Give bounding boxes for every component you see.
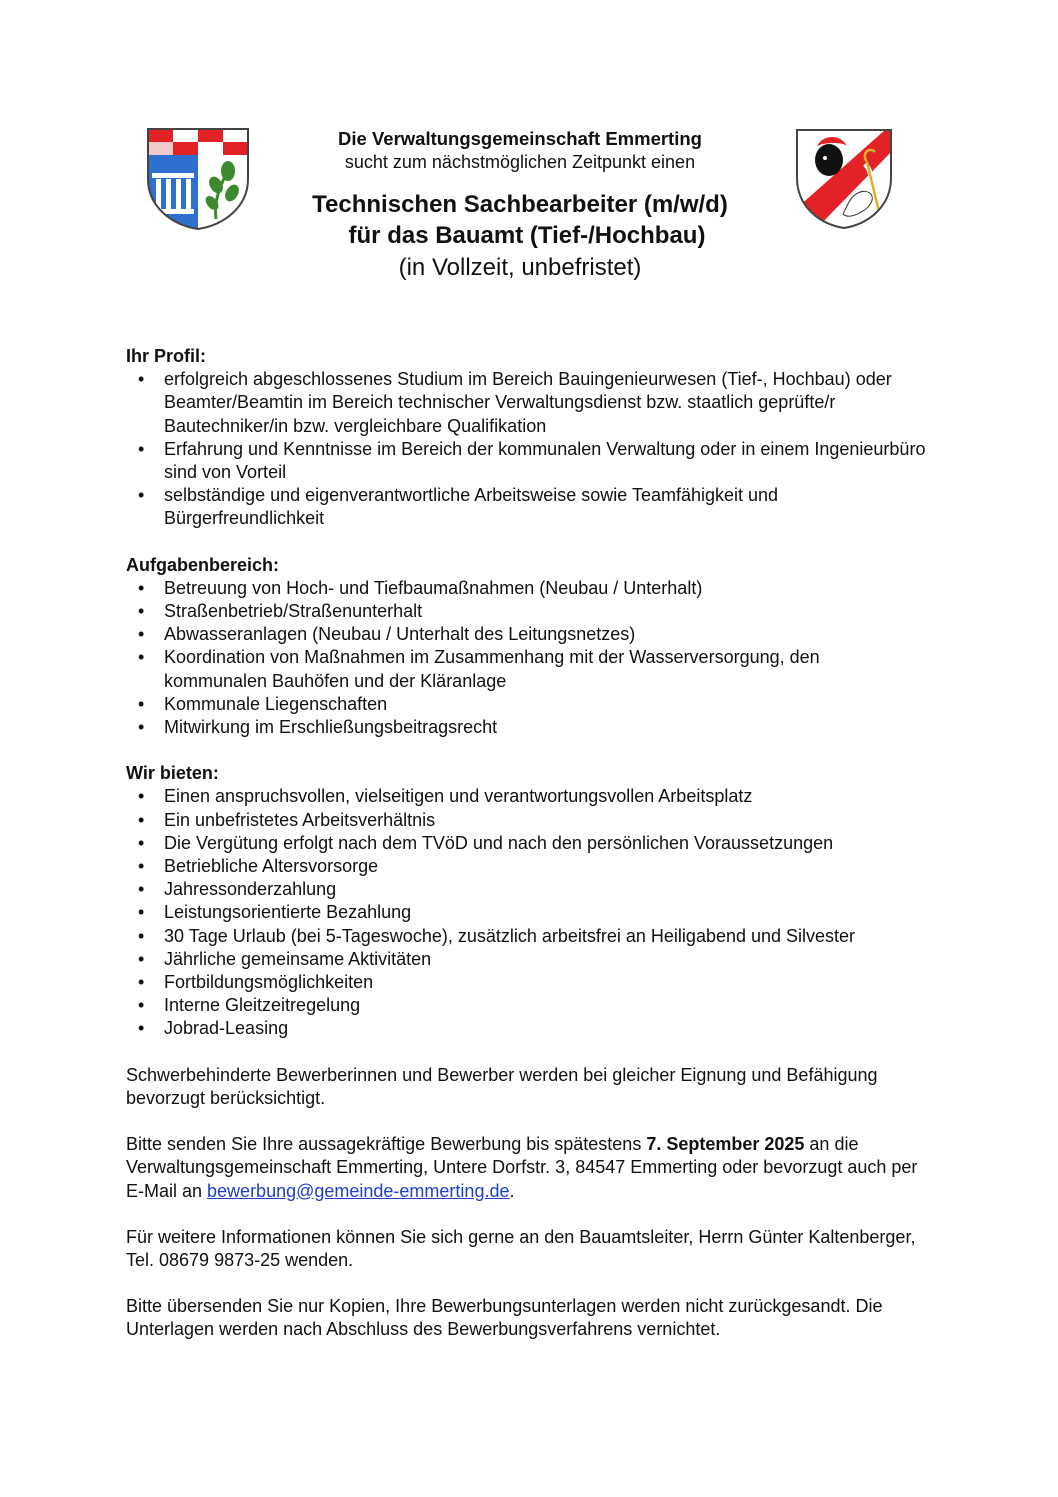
list-item: • Abwasseranlagen (Neubau / Unterhalt des Leitungsnetzes) — [126, 623, 926, 646]
application-instructions — [126, 1133, 926, 1203]
application-deadline: 7. September 2025 — [646, 1134, 805, 1155]
list-item: • Einen anspruchsvollen, vielseitigen und verantwortungsvollen Arbeitsplatz — [126, 785, 926, 808]
list-item: • Jährliche gemeinsame Aktivitäten — [126, 948, 926, 971]
aufgaben-heading: Aufgabenbereich: — [126, 554, 280, 575]
list-item: • Die Vergütung erfolgt nach dem TVöD und nach den persönlichen Voraussetzungen — [126, 832, 926, 855]
list-item: • Kommunale Liegenschaften — [126, 693, 926, 716]
list-item: • Betriebliche Altersvorsorge — [126, 855, 926, 878]
list-item: • Koordination von Maßnahmen im Zusammenhang mit der Wasserversorgung, den kommunalen Bauhöfen und der Kläranlage — [126, 646, 926, 692]
application-text-end: . — [509, 1180, 515, 1201]
contact-info: Für weitere Informationen können Sie sich gerne an den Bauamtsleiter, Herrn Günter Kaltenberger, Tel. 08679 9873-25 wenden. — [126, 1226, 916, 1270]
job-title: Technischen Sachbearbeiter (m/w/d) — [312, 191, 728, 218]
department-title: für das Bauamt (Tief-/Hochbau) — [348, 222, 706, 249]
coat-of-arms-left-icon — [146, 127, 250, 231]
list-item: • Fortbildungsmöglichkeiten — [126, 971, 926, 994]
bieten-heading: Wir bieten: — [126, 763, 219, 784]
list-item: • Betreuung von Hoch- und Tiefbaumaßnahmen (Neubau / Unterhalt) — [126, 577, 926, 600]
list-item: • selbständige und eigenverantwortliche Arbeitsweise sowie Teamfähigkeit und Bürgerfreundlichkeit — [126, 484, 926, 530]
application-text-middle: an die Verwaltungsgemeinschaft Emmerting, Untere Dorfstr. 3, 84547 Emmerting oder bevorzugt auch per E-Mail an — [126, 1134, 918, 1201]
application-text-start: Bitte senden Sie Ihre aussagekräftige Bewerbung bis spätestens — [126, 1134, 647, 1155]
search-intro-line: sucht zum nächstmöglichen Zeitpunkt einen — [344, 152, 696, 172]
application-email-link[interactable]: bewerbung@gemeinde-emmerting.de — [207, 1180, 510, 1201]
profil-list — [126, 368, 926, 530]
list-item: • Jahressonderzahlung — [126, 878, 926, 901]
coat-of-arms-right-icon — [795, 128, 893, 230]
list-item: • Mitwirkung im Erschließungsbeitragsrecht — [126, 716, 926, 739]
list-item: • Straßenbetrieb/Straßenunterhalt — [126, 600, 926, 623]
posting-header — [260, 128, 780, 284]
disability-notice: Schwerbehinderte Bewerberinnen und Bewerber werden bei gleicher Eignung und Befähigung bevorzugt berücksichtigt. — [126, 1064, 878, 1108]
list-item: • Ein unbefristetes Arbeitsverhältnis — [126, 809, 926, 832]
list-item: • Erfahrung und Kenntnisse im Bereich der kommunalen Verwaltung oder in einem Ingenieurbüro sind von Vorteil — [126, 438, 926, 484]
employment-type: (in Vollzeit, unbefristet) — [398, 254, 642, 281]
organization-line: Die Verwaltungsgemeinschaft Emmerting — [338, 128, 702, 149]
aufgaben-list — [126, 577, 926, 739]
copies-notice: Bitte übersenden Sie nur Kopien, Ihre Bewerbungsunterlagen werden nicht zurückgesandt. Die Unterlagen werden nach Abschluss des Bewerbungsverfahrens vernichtet. — [126, 1296, 883, 1340]
list-item: • Jobrad-Leasing — [126, 1017, 926, 1040]
list-item: • Leistungsorientierte Bezahlung — [126, 901, 926, 924]
profil-heading: Ihr Profil: — [126, 346, 206, 366]
list-item: • Interne Gleitzeitregelung — [126, 994, 926, 1017]
posting-content — [126, 345, 926, 1342]
list-item: • 30 Tage Urlaub (bei 5-Tageswoche), zusätzlich arbeitsfrei an Heiligabend und Silvester — [126, 925, 926, 948]
bieten-list — [126, 785, 926, 1040]
list-item: • erfolgreich abgeschlossenes Studium im Bereich Bauingenieurwesen (Tief-, Hochbau) oder Beamter/Beamtin im Bereich technischer Verwaltungsdienst bzw. staatlich geprüfte/r Bautechniker/in bzw. vergleichbare Qualifikation — [126, 368, 926, 438]
